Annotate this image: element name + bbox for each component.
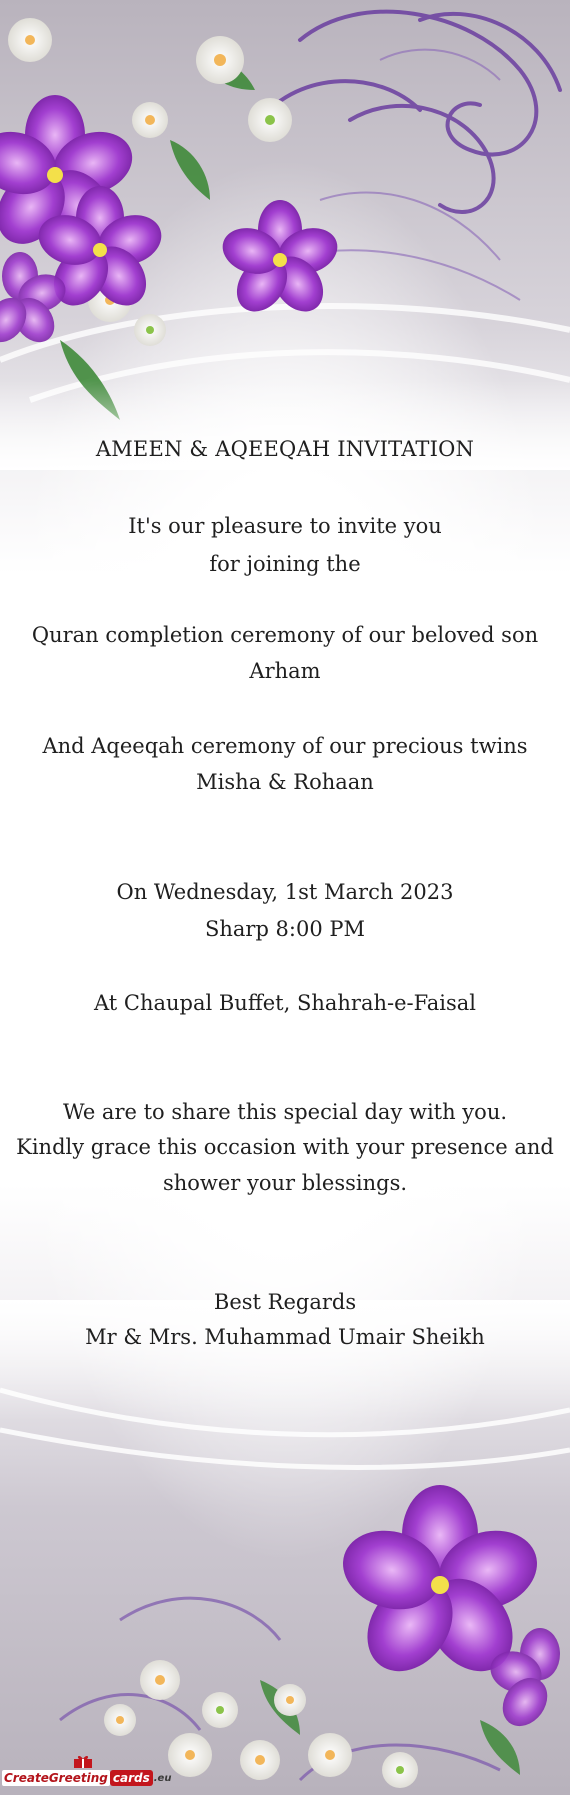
event-date: On Wednesday, 1st March 2023 xyxy=(116,880,454,904)
text-line: Misha & Rohaan xyxy=(196,770,374,794)
text-line: And Aqeeqah ceremony of our precious twins xyxy=(42,734,528,758)
text-line: We are to share this special day with you. xyxy=(62,1100,508,1124)
text-line: for joining the xyxy=(209,552,361,576)
floral-bottom-decoration xyxy=(0,1300,570,1795)
floral-top-decoration xyxy=(0,0,570,470)
event-time: Sharp 8:00 PM xyxy=(204,917,366,941)
text-line: Arham xyxy=(249,659,321,683)
text-line: It's our pleasure to invite you xyxy=(128,514,442,538)
invitation-title: AMEEN & AQEEQAH INVITATION xyxy=(95,437,475,461)
closing-regards: Best Regards xyxy=(213,1290,357,1314)
site-logo[interactable] xyxy=(2,1764,171,1792)
logo-text-main: CreateGreeting xyxy=(4,1771,108,1785)
logo-text-domain: .eu xyxy=(153,1772,172,1784)
text-line: Quran completion ceremony of our beloved son xyxy=(31,623,539,647)
text-line: Kindly grace this occasion with your presence and xyxy=(16,1135,554,1159)
event-venue: At Chaupal Buffet, Shahrah-e-Faisal xyxy=(93,991,477,1015)
logo-text-cards: cards xyxy=(110,1770,153,1786)
gift-icon xyxy=(72,1754,94,1768)
host-names: Mr & Mrs. Muhammad Umair Sheikh xyxy=(85,1325,485,1349)
text-line: shower your blessings. xyxy=(162,1171,408,1195)
